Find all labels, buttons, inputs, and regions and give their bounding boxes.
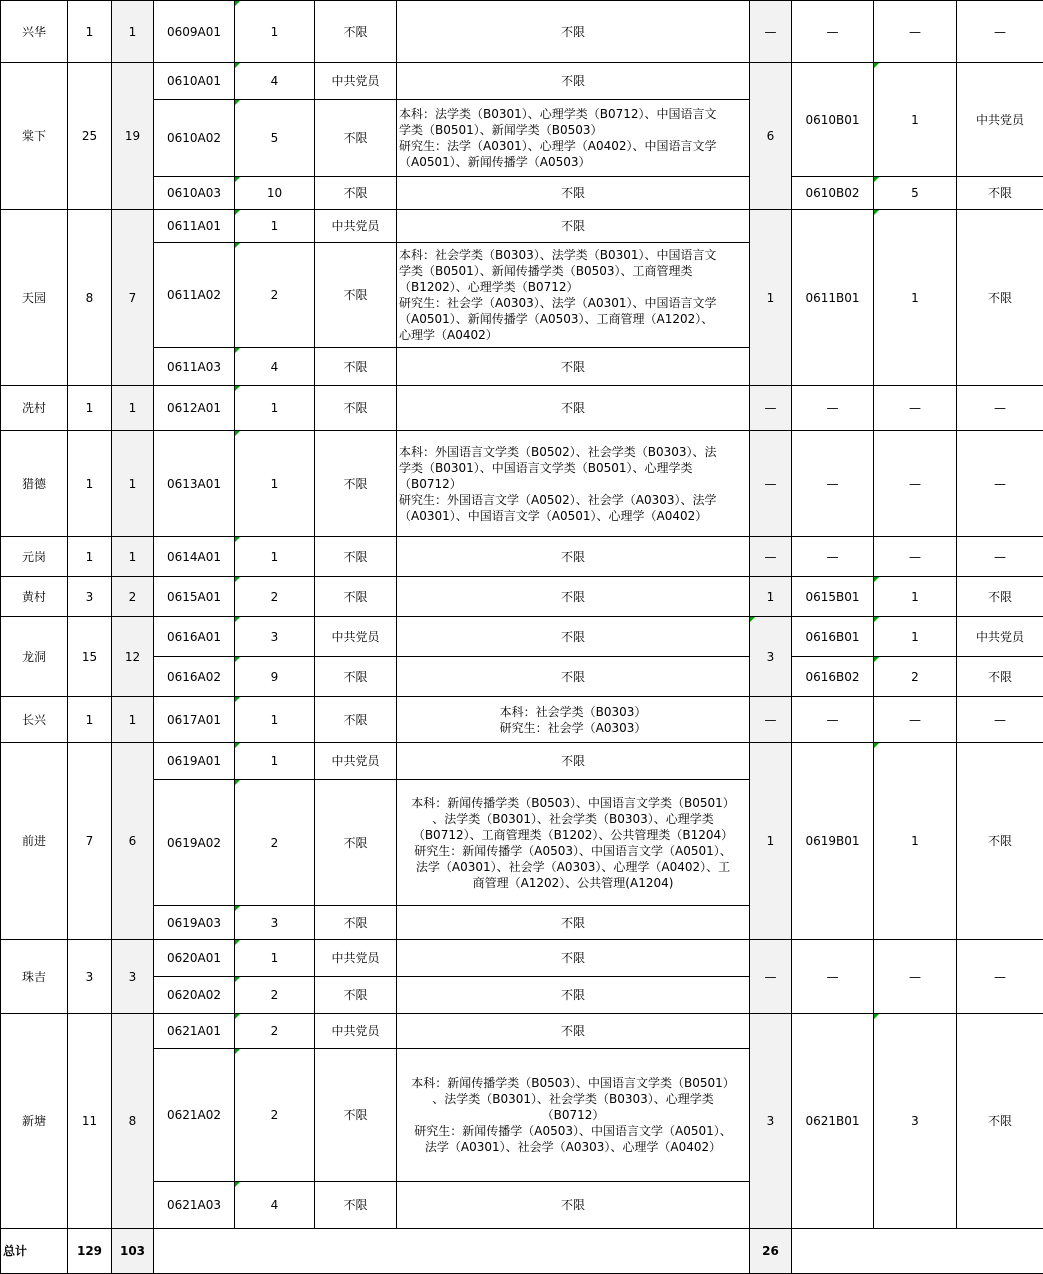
- summary-a-total: 103: [112, 1229, 154, 1274]
- b-politics-cell: 不限: [957, 177, 1043, 210]
- town-cell: 元岗: [1, 537, 68, 577]
- a-code-cell: 0616A02: [154, 657, 235, 697]
- total-cell: 15: [68, 617, 112, 697]
- a-major-cell: 不限: [397, 977, 750, 1014]
- major-line: 本科：新闻传播学类（B0503）、中国语言文学类（B0501）: [399, 1075, 747, 1091]
- b-code-cell: —: [792, 1, 874, 63]
- b-politics-cell: 不限: [957, 577, 1043, 617]
- b-code-cell: 0616B01: [792, 617, 874, 657]
- a-major-cell: [397, 697, 750, 743]
- major-line: （B0712）: [399, 1107, 747, 1123]
- town-cell: 珠吉: [1, 940, 68, 1014]
- a-major-cell: 不限: [397, 743, 750, 780]
- total-cell: 7: [68, 743, 112, 940]
- b-total-cell: 3: [750, 1014, 792, 1229]
- total-cell: 1: [68, 537, 112, 577]
- table-row: [1, 210, 1043, 243]
- major-line: 学类（B0501）、新闻传播学类（B0503）、工商管理类: [399, 263, 747, 279]
- table-row: [1, 657, 1043, 697]
- b-num-cell: 3: [874, 1014, 957, 1229]
- a-code-cell: 0610A03: [154, 177, 235, 210]
- major-line: （A0501）、新闻传播学（A0503）、工商管理（A1202）、: [399, 311, 747, 327]
- a-num-cell: 2: [235, 1014, 315, 1049]
- table-row: [1, 537, 1043, 577]
- a-num-cell: 1: [235, 210, 315, 243]
- a-major-cell: 不限: [397, 1182, 750, 1229]
- major-line: 本科：法学类（B0301）、心理学类（B0712）、中国语言文: [399, 106, 747, 122]
- b-politics-cell: —: [957, 431, 1043, 537]
- a-major-cell: [397, 431, 750, 537]
- major-line: （B0712）、工商管理类（B1202）、公共管理类（B1204）: [399, 827, 747, 843]
- a-total-cell: 2: [112, 577, 154, 617]
- a-code-cell: 0619A02: [154, 780, 235, 906]
- a-politics-cell: 中共党员: [315, 940, 397, 977]
- town-cell: 冼村: [1, 386, 68, 431]
- b-code-cell: —: [792, 697, 874, 743]
- total-cell: 3: [68, 577, 112, 617]
- major-line: 研究生：社会学（A0303）: [399, 720, 747, 736]
- major-line: 本科：社会学类（B0303）: [399, 704, 747, 720]
- a-num-cell: 1: [235, 431, 315, 537]
- b-total-cell: 1: [750, 210, 792, 386]
- major-line: 研究生：外国语言文学（A0502）、社会学（A0303）、法学: [399, 492, 747, 508]
- a-major-cell: 不限: [397, 577, 750, 617]
- a-num-cell: 4: [235, 348, 315, 386]
- a-code-cell: 0621A03: [154, 1182, 235, 1229]
- a-politics-cell: 不限: [315, 348, 397, 386]
- a-total-cell: 1: [112, 386, 154, 431]
- b-num-cell: —: [874, 431, 957, 537]
- a-num-cell: 2: [235, 780, 315, 906]
- b-num-cell: 1: [874, 617, 957, 657]
- major-line: 心理学（A0402）: [399, 327, 747, 343]
- table-row: [1, 1, 1043, 63]
- a-politics-cell: 不限: [315, 100, 397, 177]
- major-line: 本科：新闻传播学类（B0503）、中国语言文学类（B0501）: [399, 795, 747, 811]
- summary-row: [1, 1229, 1043, 1274]
- total-cell: 1: [68, 431, 112, 537]
- a-major-cell: 不限: [397, 1014, 750, 1049]
- total-cell: 3: [68, 940, 112, 1014]
- b-num-cell: —: [874, 386, 957, 431]
- b-politics-cell: 不限: [957, 743, 1043, 940]
- b-code-cell: —: [792, 431, 874, 537]
- b-code-cell: 0616B02: [792, 657, 874, 697]
- table-row: [1, 697, 1043, 743]
- a-politics-cell: 不限: [315, 977, 397, 1014]
- a-code-cell: 0617A01: [154, 697, 235, 743]
- major-line: 本科：社会学类（B0303）、法学类（B0301）、中国语言文: [399, 247, 747, 263]
- b-politics-cell: 中共党员: [957, 617, 1043, 657]
- b-code-cell: —: [792, 386, 874, 431]
- a-major-cell: [397, 1049, 750, 1182]
- a-total-cell: 1: [112, 537, 154, 577]
- town-cell: 长兴: [1, 697, 68, 743]
- a-num-cell: 2: [235, 977, 315, 1014]
- total-cell: 1: [68, 386, 112, 431]
- major-line: 、法学类（B0301）、社会学类（B0303）、心理学类: [399, 1091, 747, 1107]
- major-line: 研究生：新闻传播学（A0503）、中国语言文学（A0501）、: [399, 843, 747, 859]
- b-politics-cell: 中共党员: [957, 63, 1043, 177]
- a-code-cell: 0612A01: [154, 386, 235, 431]
- b-politics-cell: —: [957, 1, 1043, 63]
- a-major-cell: [397, 780, 750, 906]
- table-row: [1, 940, 1043, 977]
- a-num-cell: 1: [235, 940, 315, 977]
- table-row: [1, 743, 1043, 780]
- a-num-cell: 1: [235, 697, 315, 743]
- a-num-cell: 5: [235, 100, 315, 177]
- table-row: [1, 577, 1043, 617]
- town-cell: 前进: [1, 743, 68, 940]
- b-total-cell: 6: [750, 63, 792, 210]
- summary-total: 129: [68, 1229, 112, 1274]
- a-code-cell: 0616A01: [154, 617, 235, 657]
- a-politics-cell: 不限: [315, 1182, 397, 1229]
- a-politics-cell: 不限: [315, 537, 397, 577]
- b-code-cell: —: [792, 537, 874, 577]
- town-cell: 棠下: [1, 63, 68, 210]
- a-politics-cell: 中共党员: [315, 63, 397, 100]
- a-code-cell: 0620A01: [154, 940, 235, 977]
- b-total-cell: 3: [750, 617, 792, 697]
- a-code-cell: 0620A02: [154, 977, 235, 1014]
- b-code-cell: 0621B01: [792, 1014, 874, 1229]
- a-politics-cell: 不限: [315, 1049, 397, 1182]
- b-politics-cell: —: [957, 697, 1043, 743]
- summary-blank: [792, 1229, 1043, 1274]
- town-cell: 新塘: [1, 1014, 68, 1229]
- a-num-cell: 1: [235, 743, 315, 780]
- a-num-cell: 9: [235, 657, 315, 697]
- table-row: [1, 63, 1043, 100]
- table-row: [1, 1014, 1043, 1049]
- a-major-cell: [397, 243, 750, 348]
- a-code-cell: 0614A01: [154, 537, 235, 577]
- b-code-cell: 0619B01: [792, 743, 874, 940]
- b-num-cell: 5: [874, 177, 957, 210]
- b-politics-cell: —: [957, 386, 1043, 431]
- major-line: （A0501）、新闻传播学（A0503）: [399, 154, 747, 170]
- b-code-cell: 0615B01: [792, 577, 874, 617]
- a-total-cell: 1: [112, 697, 154, 743]
- a-major-cell: 不限: [397, 348, 750, 386]
- a-major-cell: 不限: [397, 177, 750, 210]
- b-total-cell: 1: [750, 743, 792, 940]
- a-major-cell: 不限: [397, 63, 750, 100]
- a-num-cell: 2: [235, 1049, 315, 1182]
- a-politics-cell: 不限: [315, 780, 397, 906]
- a-total-cell: 19: [112, 63, 154, 210]
- major-line: 研究生：社会学（A0303）、法学（A0301）、中国语言文学: [399, 295, 747, 311]
- a-code-cell: 0609A01: [154, 1, 235, 63]
- summary-b-total: 26: [750, 1229, 792, 1274]
- b-num-cell: 1: [874, 63, 957, 177]
- a-num-cell: 2: [235, 577, 315, 617]
- a-num-cell: 1: [235, 537, 315, 577]
- a-major-cell: 不限: [397, 617, 750, 657]
- summary-blank: [154, 1229, 750, 1274]
- total-cell: 8: [68, 210, 112, 386]
- a-politics-cell: 不限: [315, 577, 397, 617]
- a-major-cell: 不限: [397, 1, 750, 63]
- a-total-cell: 8: [112, 1014, 154, 1229]
- table-row: [1, 177, 1043, 210]
- major-line: 学类（B0301）、中国语言文学类（B0501）、心理学类: [399, 460, 747, 476]
- total-cell: 11: [68, 1014, 112, 1229]
- table-row: [1, 431, 1043, 537]
- a-major-cell: 不限: [397, 657, 750, 697]
- b-total-cell: —: [750, 940, 792, 1014]
- b-num-cell: 1: [874, 743, 957, 940]
- major-line: （A0301）、中国语言文学（A0501）、心理学（A0402）: [399, 508, 747, 524]
- major-line: 法学（A0301）、社会学（A0303）、心理学（A0402）: [399, 1139, 747, 1155]
- a-total-cell: 6: [112, 743, 154, 940]
- b-politics-cell: 不限: [957, 1014, 1043, 1229]
- b-code-cell: —: [792, 940, 874, 1014]
- major-line: 研究生：新闻传播学（A0503）、中国语言文学（A0501）、: [399, 1123, 747, 1139]
- a-code-cell: 0611A01: [154, 210, 235, 243]
- major-line: 研究生：法学（A0301）、心理学（A0402）、中国语言文学: [399, 138, 747, 154]
- a-total-cell: 12: [112, 617, 154, 697]
- a-num-cell: 4: [235, 1182, 315, 1229]
- b-code-cell: 0610B02: [792, 177, 874, 210]
- a-code-cell: 0611A03: [154, 348, 235, 386]
- table-row: [1, 617, 1043, 657]
- table-row: [1, 386, 1043, 431]
- a-politics-cell: 不限: [315, 431, 397, 537]
- a-politics-cell: 不限: [315, 657, 397, 697]
- b-num-cell: 1: [874, 210, 957, 386]
- a-code-cell: 0613A01: [154, 431, 235, 537]
- town-cell: 兴华: [1, 1, 68, 63]
- a-politics-cell: 不限: [315, 177, 397, 210]
- a-politics-cell: 不限: [315, 243, 397, 348]
- b-num-cell: 2: [874, 657, 957, 697]
- a-num-cell: 1: [235, 386, 315, 431]
- a-politics-cell: 中共党员: [315, 210, 397, 243]
- a-politics-cell: 不限: [315, 697, 397, 743]
- b-total-cell: —: [750, 386, 792, 431]
- a-code-cell: 0615A01: [154, 577, 235, 617]
- a-total-cell: 1: [112, 431, 154, 537]
- a-total-cell: 1: [112, 1, 154, 63]
- b-politics-cell: 不限: [957, 210, 1043, 386]
- a-num-cell: 2: [235, 243, 315, 348]
- b-num-cell: 1: [874, 577, 957, 617]
- a-politics-cell: 中共党员: [315, 1014, 397, 1049]
- major-line: （B1202）、心理学类（B0712）: [399, 279, 747, 295]
- b-total-cell: —: [750, 537, 792, 577]
- a-politics-cell: 不限: [315, 906, 397, 940]
- major-line: 、法学类（B0301）、社会学类（B0303）、心理学类: [399, 811, 747, 827]
- a-num-cell: 3: [235, 906, 315, 940]
- b-num-cell: —: [874, 697, 957, 743]
- a-code-cell: 0610A02: [154, 100, 235, 177]
- a-code-cell: 0619A03: [154, 906, 235, 940]
- a-code-cell: 0610A01: [154, 63, 235, 100]
- total-cell: 25: [68, 63, 112, 210]
- b-politics-cell: 不限: [957, 657, 1043, 697]
- a-num-cell: 4: [235, 63, 315, 100]
- b-total-cell: —: [750, 431, 792, 537]
- town-cell: 猎德: [1, 431, 68, 537]
- a-code-cell: 0621A02: [154, 1049, 235, 1182]
- a-major-cell: 不限: [397, 906, 750, 940]
- town-cell: 黄村: [1, 577, 68, 617]
- a-num-cell: 3: [235, 617, 315, 657]
- b-num-cell: —: [874, 940, 957, 1014]
- a-major-cell: [397, 100, 750, 177]
- a-politics-cell: 中共党员: [315, 743, 397, 780]
- a-total-cell: 3: [112, 940, 154, 1014]
- summary-label: 总计: [1, 1229, 68, 1274]
- major-line: 本科：外国语言文学类（B0502）、社会学类（B0303）、法: [399, 444, 747, 460]
- town-cell: 天园: [1, 210, 68, 386]
- total-cell: 1: [68, 1, 112, 63]
- total-cell: 1: [68, 697, 112, 743]
- b-num-cell: —: [874, 537, 957, 577]
- town-cell: 龙洞: [1, 617, 68, 697]
- a-code-cell: 0619A01: [154, 743, 235, 780]
- b-total-cell: 1: [750, 577, 792, 617]
- a-num-cell: 1: [235, 1, 315, 63]
- a-politics-cell: 不限: [315, 1, 397, 63]
- a-politics-cell: 不限: [315, 386, 397, 431]
- b-politics-cell: —: [957, 940, 1043, 1014]
- major-line: （B0712）: [399, 476, 747, 492]
- major-line: 学类（B0501）、新闻学类（B0503）: [399, 122, 747, 138]
- b-total-cell: —: [750, 1, 792, 63]
- a-code-cell: 0621A01: [154, 1014, 235, 1049]
- b-total-cell: —: [750, 697, 792, 743]
- a-major-cell: 不限: [397, 386, 750, 431]
- a-major-cell: 不限: [397, 940, 750, 977]
- b-politics-cell: —: [957, 537, 1043, 577]
- b-code-cell: 0611B01: [792, 210, 874, 386]
- a-politics-cell: 中共党员: [315, 617, 397, 657]
- major-line: 法学（A0301）、社会学（A0303）、心理学（A0402）、工: [399, 859, 747, 875]
- a-code-cell: 0611A02: [154, 243, 235, 348]
- a-num-cell: 10: [235, 177, 315, 210]
- b-num-cell: —: [874, 1, 957, 63]
- a-total-cell: 7: [112, 210, 154, 386]
- b-code-cell: 0610B01: [792, 63, 874, 177]
- a-major-cell: 不限: [397, 537, 750, 577]
- major-line: 商管理（A1202）、公共管理(A1204): [399, 875, 747, 891]
- a-major-cell: 不限: [397, 210, 750, 243]
